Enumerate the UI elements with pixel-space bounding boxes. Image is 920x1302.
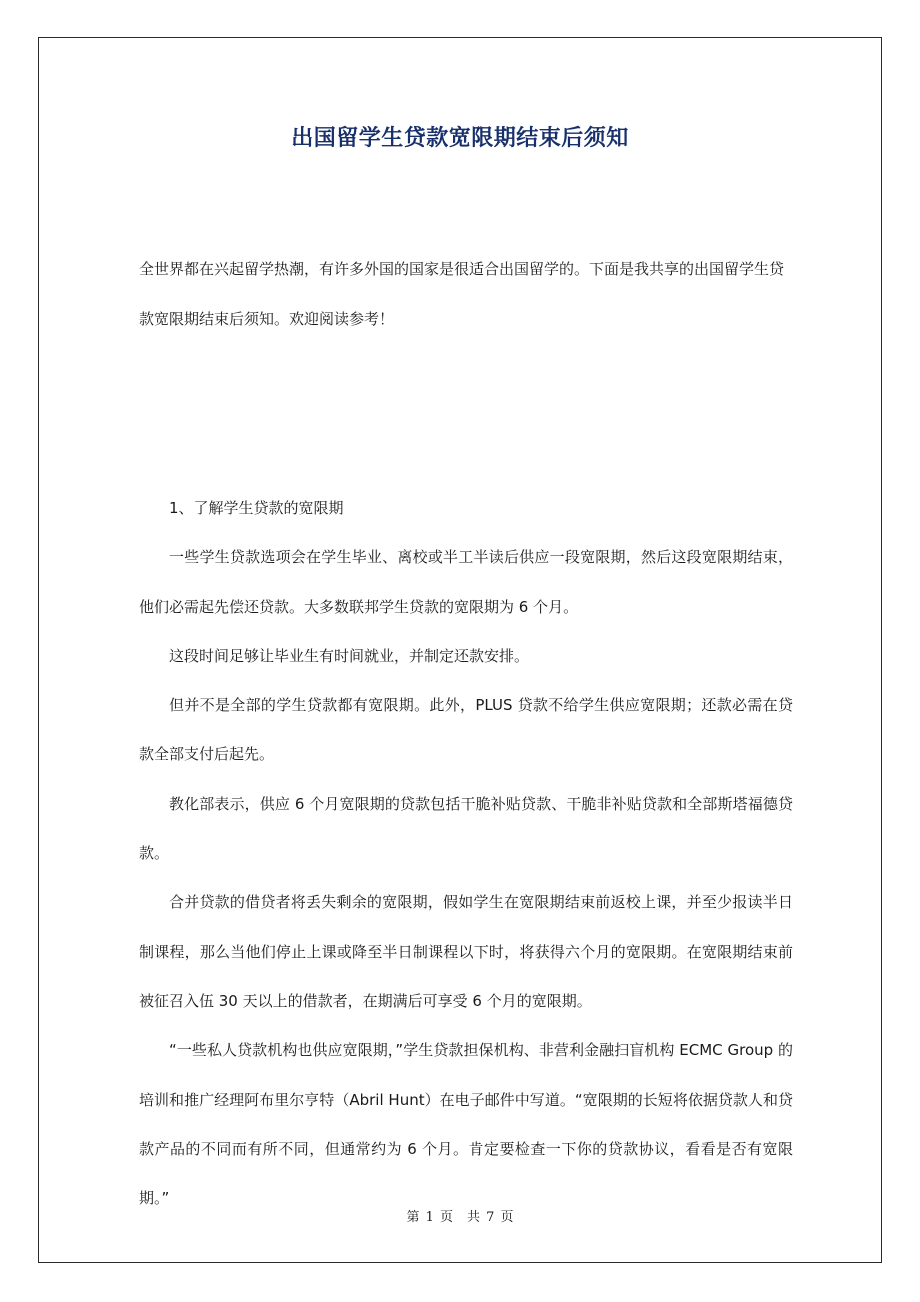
document-title: 出国留学生贷款宽限期结束后须知 [291,126,629,151]
body-paragraph: 一些学生贷款选项会在学生毕业、离校或半工半读后供应一段宽限期，然后这段宽限期结束，他们必需起先偿还贷款。大多数联邦学生贷款的宽限期为 6 个月。 [139,548,793,616]
document-body [139,484,793,1223]
page-number: 第 1 页 [406,1210,453,1225]
intro-paragraph [139,244,789,344]
intro-text: 全世界都在兴起留学热潮，有许多外国的国家是很适合出国留学的。下面是我共享的出国留学生贷款宽限期结束后须知。欢迎阅读参考！ [139,260,785,328]
page-footer [0,1206,920,1225]
body-paragraph: 教化部表示，供应 6 个月宽限期的贷款包括干脆补贴贷款、干脆非补贴贷款和全部斯塔福德贷款。 [139,794,793,863]
section-heading: 1、了解学生贷款的宽限期 [169,499,344,517]
page-total: 共 7 页 [467,1210,514,1225]
body-paragraph: 这段时间足够让毕业生有时间就业，并制定还款安排。 [169,646,530,665]
body-paragraph: 合并贷款的借贷者将丢失剩余的宽限期，假如学生在宽限期结束前返校上课，并至少报读半日制课程，那么当他们停止上课或降至半日制课程以下时，将获得六个月的宽限期。在宽限期结束前被征召入伍 30 天以上的借款者，在期满后可享受 6 个月的宽限期。 [139,893,793,1010]
body-paragraph: 但并不是全部的学生贷款都有宽限期。此外，PLUS 贷款不给学生供应宽限期；还款必需在贷款全部支付后起先。 [139,696,793,764]
body-paragraph: “一些私人贷款机构也供应宽限期，”学生贷款担保机构、非营利金融扫盲机构 ECMC Group 的培训和推广经理阿布里尔亨特（Abril Hunt）在电子邮件中写道。“宽限期的长短将依据贷款人和贷款产品的不同而有所不同，但通常约为 6 个月。肯定要检查一下你的贷款协议，看看是否有宽限期。” [139,1041,793,1208]
